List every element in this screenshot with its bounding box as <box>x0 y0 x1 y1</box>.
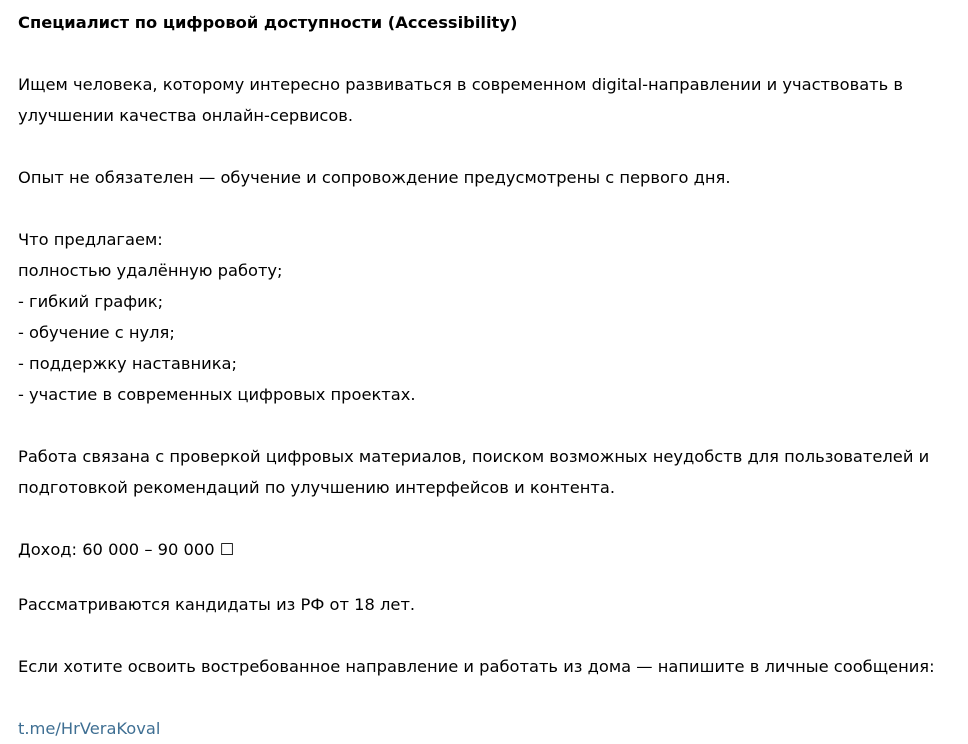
post-title: Специалист по цифровой доступности (Accessibility) <box>18 13 518 32</box>
spacer <box>18 193 963 224</box>
spacer <box>18 410 963 441</box>
experience-text: Опыт не обязателен — обучение и сопровождение предусмотрены с первого дня. <box>18 168 731 187</box>
offer-item-training: - обучение с нуля; <box>18 323 175 342</box>
cta-text: Если хотите освоить востребованное направление и работать из дома — напишите в личные сообщения: <box>18 657 935 676</box>
spacer <box>18 131 963 162</box>
spacer <box>18 503 963 534</box>
intro-line-2: улучшении качества онлайн-сервисов. <box>18 106 354 125</box>
work-line-2: подготовкой рекомендаций по улучшению интерфейсов и контента. <box>18 478 616 497</box>
spacer <box>18 620 963 651</box>
candidates-text: Рассматриваются кандидаты из РФ от 18 лет. <box>18 595 416 614</box>
offer-item-remote: полностью удалённую работу; <box>18 261 283 280</box>
spacer <box>18 565 963 589</box>
spacer <box>18 682 963 713</box>
income-text: Доход: 60 000 – 90 000 ☐ <box>18 540 235 559</box>
offer-item-mentor: - поддержку наставника; <box>18 354 237 373</box>
post-body <box>18 7 963 744</box>
intro-line-1: Ищем человека, которому интересно развиваться в современном digital-направлении и участвовать в <box>18 75 904 94</box>
offer-heading: Что предлагаем: <box>18 230 163 249</box>
offer-item-schedule: - гибкий график; <box>18 292 164 311</box>
telegram-link[interactable]: t.me/HrVeraKoval <box>18 719 161 738</box>
spacer <box>18 38 963 69</box>
offer-item-projects: - участие в современных цифровых проектах. <box>18 385 416 404</box>
work-line-1: Работа связана с проверкой цифровых материалов, поиском возможных неудобств для пользователей и <box>18 447 930 466</box>
